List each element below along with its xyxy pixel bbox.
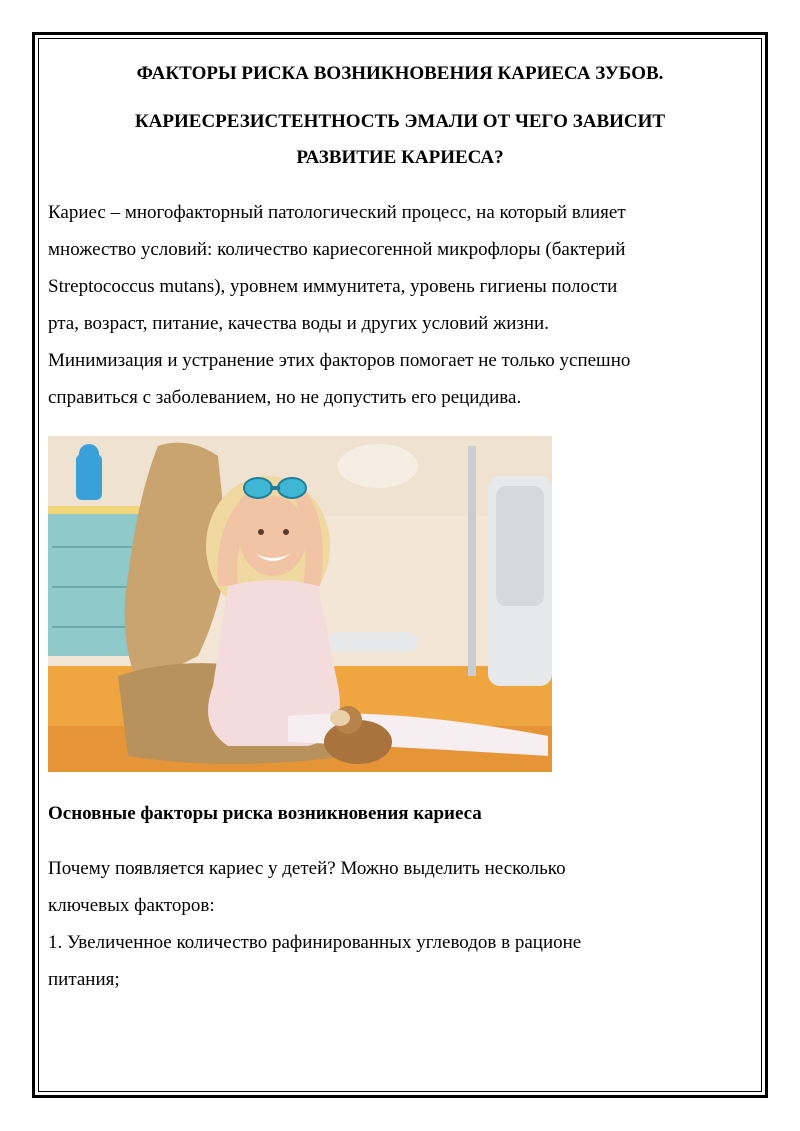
- list-item-1: [48, 924, 752, 998]
- intro-line: Кариес – многофакторный патологический процесс, на который влияет: [48, 202, 626, 223]
- chair-armrest: [328, 632, 418, 652]
- question-line: Почему появляется кариес у детей? Можно выделить несколько: [48, 858, 566, 879]
- child-face: [239, 496, 307, 576]
- intro-line: Минимизация и устранение этих факторов помогает не только успешно: [48, 350, 631, 371]
- intro-line: множество условий: количество кариесогенной микрофлоры (бактерий: [48, 239, 626, 260]
- question-paragraph: [48, 850, 752, 924]
- document-title-line-2: КАРИЕСРЕЗИСТЕНТНОСТЬ ЭМАЛИ ОТ ЧЕГО ЗАВИСИТ: [134, 111, 666, 132]
- section-heading: Основные факторы риска возникновения кариеса: [48, 803, 482, 824]
- intro-line: Streptococcus mutans), уровнем иммунитета, уровень гигиены полости: [48, 276, 618, 297]
- document-title-line-3: РАЗВИТИЕ КАРИЕСА?: [296, 147, 504, 168]
- intro-line: справиться с заболеванием, но не допустить его рецидива.: [48, 387, 522, 408]
- document-content: [48, 48, 752, 998]
- list-item-line: 1. Увеличенное количество рафинированных углеводов в рационе: [48, 932, 582, 953]
- intro-paragraph: [48, 194, 752, 416]
- intro-line: рта, возраст, питание, качества воды и других условий жизни.: [48, 313, 549, 334]
- document-title-line-1: ФАКТОРЫ РИСКА ВОЗНИКНОВЕНИЯ КАРИЕСА ЗУБОВ.: [136, 63, 664, 84]
- question-line: ключевых факторов:: [48, 895, 215, 916]
- cloud-decoration: [338, 444, 418, 488]
- list-item-line: питания;: [48, 969, 120, 990]
- child-in-dental-chair-photo: [48, 436, 552, 772]
